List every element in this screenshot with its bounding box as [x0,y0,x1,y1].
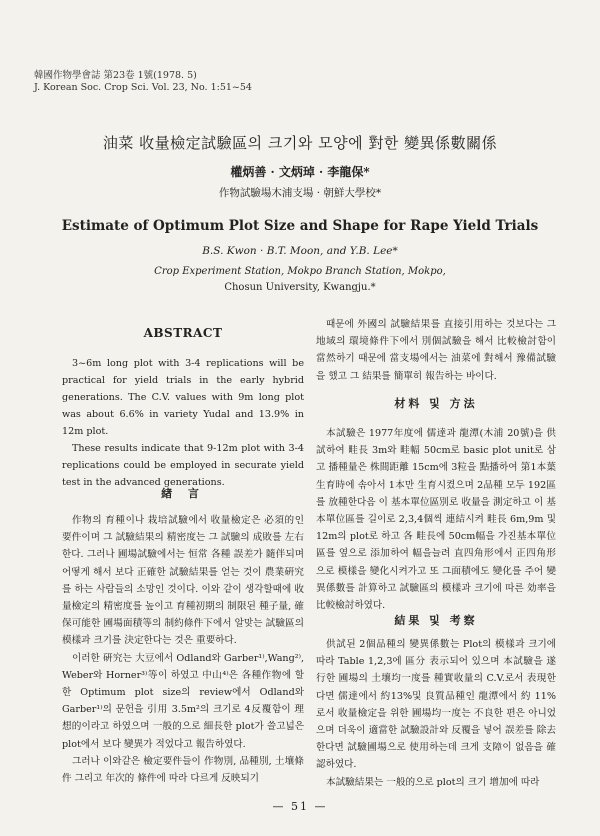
results-paragraph-2: 本試驗結果는 一般的으로 plot의 크기 增加에 따라 [326,776,540,788]
journal-name-ko: 韓國作物學會誌 第23卷 1號(1978. 5) [34,70,197,81]
introduction-heading: 緖 言 [161,487,205,500]
intro-paragraph-2: 이러한 硏究는 大豆에서 Odland와 Garber¹⁾,Wang²⁾, Weber와 Horner³⁾等이 하였고 中山⁴⁾은 各種作物에 할한 Optimum plot size의 review에서 Odland와 Garber¹⁾의 문헌을 引用 3.5m²의 크기로 4反覆함이 理想的이라고 하였으며 一般的으로 細長한 plot가 쓸고넓은 plot에서 보다 變異가 적었다고 報告하였다. [62,652,304,750]
intro-paragraph-1: 作物의 育種이나 栽培試驗에서 收量檢定은 必須的인 要件이며 그 試驗結果의 精密度는 그 試驗의 成敗를 左右한다. 그러나 圃場試驗에서는 恒常 各種 誤差가 隨伴되며 어떻게 해서 보다 正確한 試驗結果를 얻는 것이 農業硏究를 하는 사람들의 소망인 것이다. 이와 같이 생각할때에 收量檢定의 精密度를 높이고 育種初期의 制限된 種子量, 確保可能한 圃場面積等의 制約條件下에서 알맞는 試驗區의 模樣과 크기를 決定한다는 것은 重要하다. [62,515,304,647]
affiliation-korean: 作物試驗場木浦支場 · 朝鮮大學校* [218,187,382,199]
abstract-paragraph-1: 3~6m long plot with 3-4 replications will be practical for yield trials in the early hybrid generations. The C.V. values with 9m long plot was about 6.6% in variety Yudal and 13.9% in 12m plot. [62,358,304,437]
abstract-body [62,355,304,491]
results-body [316,636,556,791]
intro-paragraph-3: 그러나 이와같은 檢定要件들이 作物別, 品種別, 土壤條件 그리고 年次的 條件에 따라 다르게 反映되기 [62,755,304,785]
materials-paragraph-1: 本試驗은 1977年度에 儒達과 龍潭(木浦 20號)을 供試하여 畦長 3m와 畦幅 50cm로 basic plot unit로 삼고 播種量은 株間距離 15cm에 3粒을 點播하여 第1本葉 生育時에 솎아서 1本만 生育시켰으며 2品種 모두 192區를 放種한다음 이 基本單位區別로 收量을 測定하고 이 基本單位區를 길이로 2,3,4個씩 連結시켜 畦長 6m,9m 및 12m의 plot로 하고 各 畦長에 50cm幅을 가진基本單位區를 옆으로 添加하여 幅을늘려 直四角形에서 正四角形으로 模樣을 變化시켜가고 또 그面積에도 變化를 주어 變異係數를 計算하고 試驗區의 模樣과 크기에 따른 効率을 比較檢討하였다. [316,428,556,612]
journal-header [34,70,252,94]
authors-english: B.S. Kwon · B.T. Moon, and Y.B. Lee* [202,245,398,257]
intro-continuation-paragraph: 때문에 外國의 試驗結果를 直接引用하는 것보다는 그 地域의 環境條件下에서 別個試驗을 해서 比較檢討함이 當然하기 때문에 當支場에서는 油菜에 對해서 豫備試驗을 했고 그 結果를 簡單히 報告하는 바이다. [316,319,556,382]
authors-korean: 權炳善 · 文炳琸 · 李龍保* [230,165,370,179]
abstract-heading: ABSTRACT [143,326,223,340]
intro-continuation [316,316,556,385]
title-korean: 油菜 收量檢定試驗區의 크기와 모양에 對한 變異係數關係 [102,134,498,152]
results-heading: 結果 및 考察 [394,614,478,627]
affiliation-english [0,264,600,296]
materials-body [316,425,556,614]
introduction-body [62,512,304,787]
affiliation-english-line2: Chosun University, Kwangju.* [224,282,376,293]
abstract-paragraph-2: These results indicate that 9-12m plot with 3-4 replications could be employed in securate yield test in the advanced generations. [62,443,304,488]
title-english: Estimate of Optimum Plot Size and Shape for Rape Yield Trials [61,218,539,234]
page-number: — 51 — [272,800,328,813]
results-paragraph-1: 供試된 2個品種의 變異係數는 Plot의 模樣과 크기에 따라 Table 1,2,3에 區分 表示되어 있으며 本試驗을 遂行한 圃場의 土壤均一度를 種實收量의 C.V.로서 表現한다면 儒達에서 約13%및 良質品種인 龍潭에서 約 11%로서 收量檢定을 위한 圃場均一度는 不良한 편은 아니었으며 더욱이 適當한 試驗設計와 反覆을 넣어 誤差를 除去한다면 試驗圃場으로 使用하는데 크게 支障이 없음을 確認하였다. [316,639,556,771]
materials-heading: 材料 및 方法 [394,397,478,410]
affiliation-english-line1: Crop Experiment Station, Mokpo Branch Station, Mokpo, [154,266,446,277]
journal-name-en: J. Korean Soc. Crop Sci. Vol. 23, No. 1:51~54 [34,82,252,93]
